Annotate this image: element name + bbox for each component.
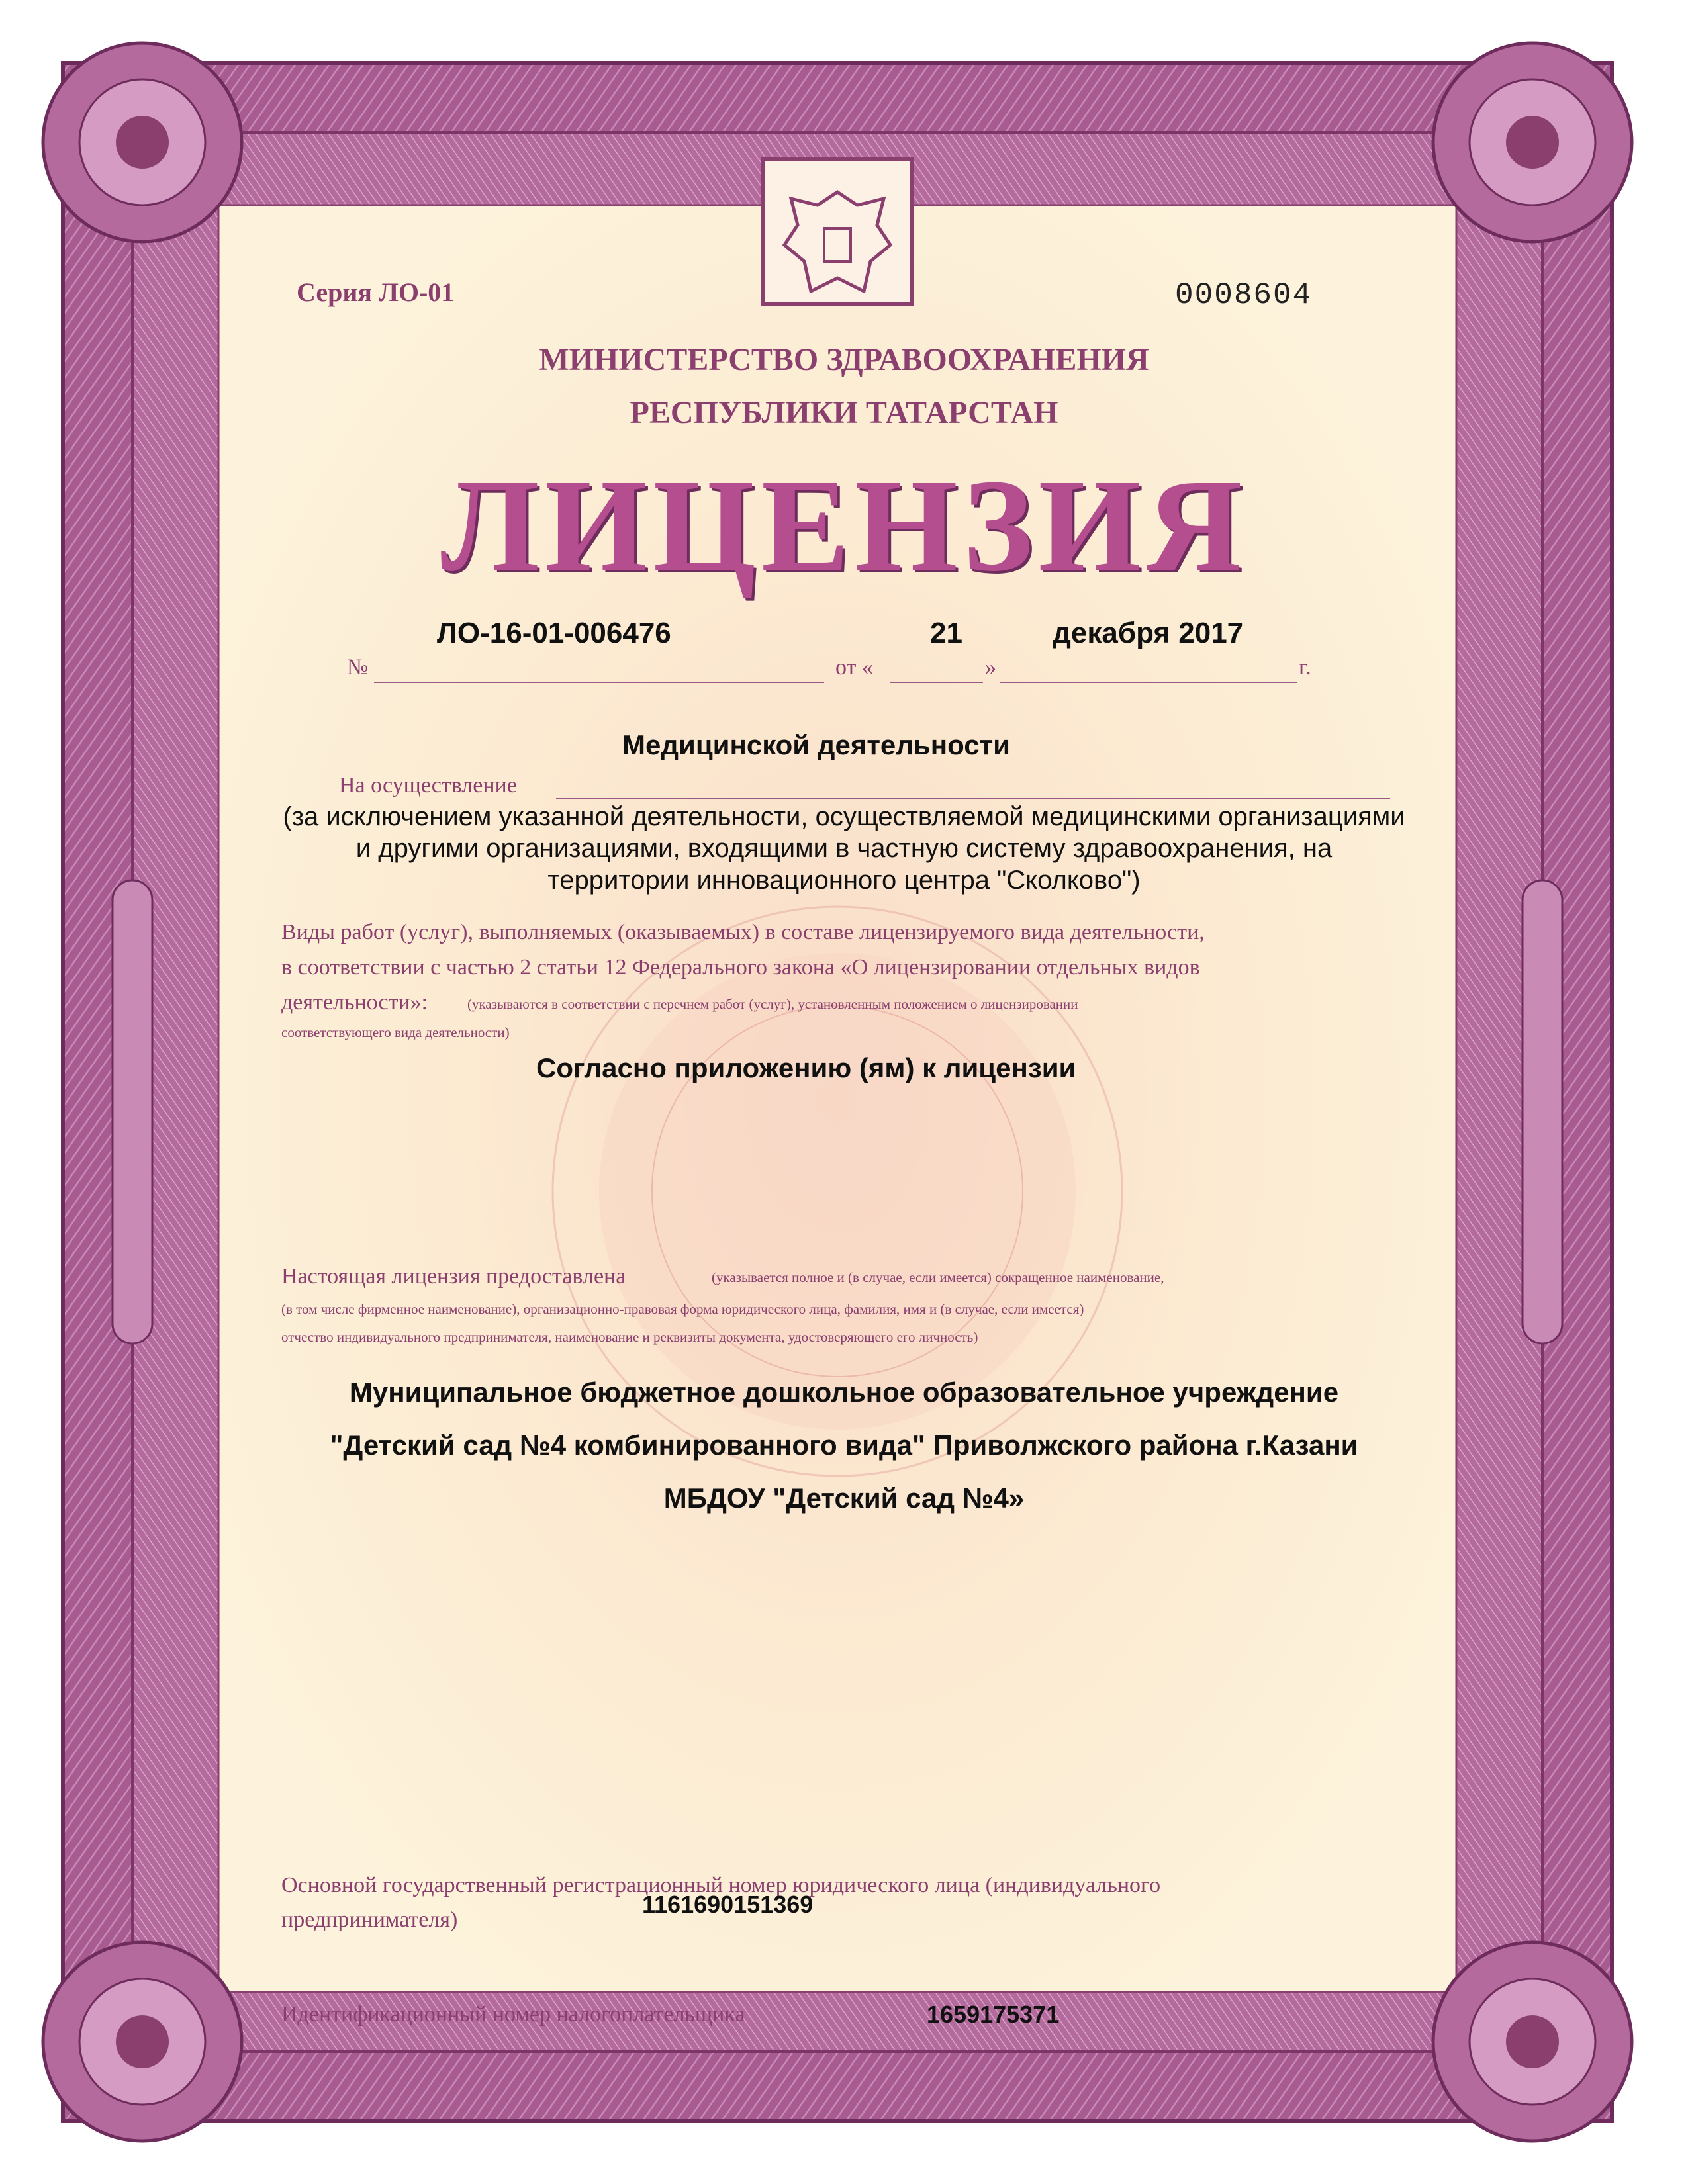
activity-note-line1: (за исключением указанной деятельности, осуществляемой медицинскими организациями [283, 802, 1405, 831]
licensee-short-name: МБДОУ "Детский сад №4» [663, 1482, 1025, 1514]
works-line1: Виды работ (услуг), выполняемых (оказываемых) в составе лицензируемого вида деятельности, [281, 920, 1205, 944]
license-date-month-year: декабря 2017 [1053, 617, 1244, 649]
series-label: Серия ЛО-01 [297, 277, 455, 307]
date-suffix: г. [1299, 655, 1311, 680]
licensee-name-line1: Муниципальное бюджетное дошкольное образовательное учреждение [349, 1377, 1339, 1408]
license-number-value: ЛО-16-01-006476 [437, 617, 671, 649]
licensee-hint1: (указывается полное и (в случае, если имеется) сокращенное наименование, [712, 1269, 1164, 1285]
works-line4-hint: соответствующего вида деятельности) [281, 1024, 510, 1040]
ministry-title-line1: МИНИСТЕРСТВО ЗДРАВООХРАНЕНИЯ [539, 342, 1149, 377]
inn-label: Идентификационный номер налогоплательщика [281, 2002, 745, 2026]
ministry-title-line2: РЕСПУБЛИКИ ТАТАРСТАН [630, 395, 1058, 430]
ogrn-label-line2: предпринимателя) [281, 1907, 458, 1932]
license-number-underline [374, 682, 824, 683]
form-number: 0008604 [1175, 278, 1313, 312]
date-day-underline [890, 682, 983, 683]
works-line3-hint: (указываются в соответствии с перечнем работ (услуг), установленным положением о лицензировании [467, 996, 1078, 1012]
inn-value: 1659175371 [927, 2001, 1060, 2028]
licensee-name-line2: "Детский сад №4 комбинированного вида" Приволжского района г.Казани [330, 1430, 1358, 1461]
russian-coat-of-arms-icon [763, 159, 912, 304]
activity-value: Медицинской деятельности [622, 729, 1010, 760]
activity-note-line2: и другими организациями, входящими в частную систему здравоохранения, на [355, 834, 1333, 863]
date-quote-close: » [985, 655, 996, 680]
licensee-hint3: отчество индивидуального предпринимателя, наименование и реквизиты документа, удостоверяющего его личность) [281, 1329, 978, 1345]
ogrn-label-line1: Основной государственный регистрационный номер юридического лица (индивидуального [281, 1873, 1161, 1897]
ogrn-value: 1161690151369 [642, 1891, 814, 1918]
activity-underline [556, 798, 1390, 799]
licensee-label: Настоящая лицензия предоставлена [281, 1264, 626, 1289]
licensee-hint2: (в том числе фирменное наименование), организационно-правовая форма юридического лица, фамилия, имя и (в случае, если имеется) [281, 1301, 1084, 1317]
document-title: ЛИЦЕНЗИЯ [440, 453, 1248, 599]
date-month-underline [1000, 682, 1297, 683]
works-line3-label: деятельности»: [281, 990, 428, 1015]
activity-note-line3: территории инновационного центра "Сколково") [547, 866, 1141, 895]
activity-label: На осуществление [339, 773, 517, 797]
date-from-label: от « [835, 655, 873, 680]
works-value: Согласно приложению (ям) к лицензии [536, 1052, 1076, 1083]
works-line2: в соответствии с частью 2 статьи 12 Федерального закона «О лицензировании отдельных видов [281, 955, 1200, 979]
license-number-label: № [347, 655, 369, 680]
license-date-day: 21 [930, 617, 962, 649]
